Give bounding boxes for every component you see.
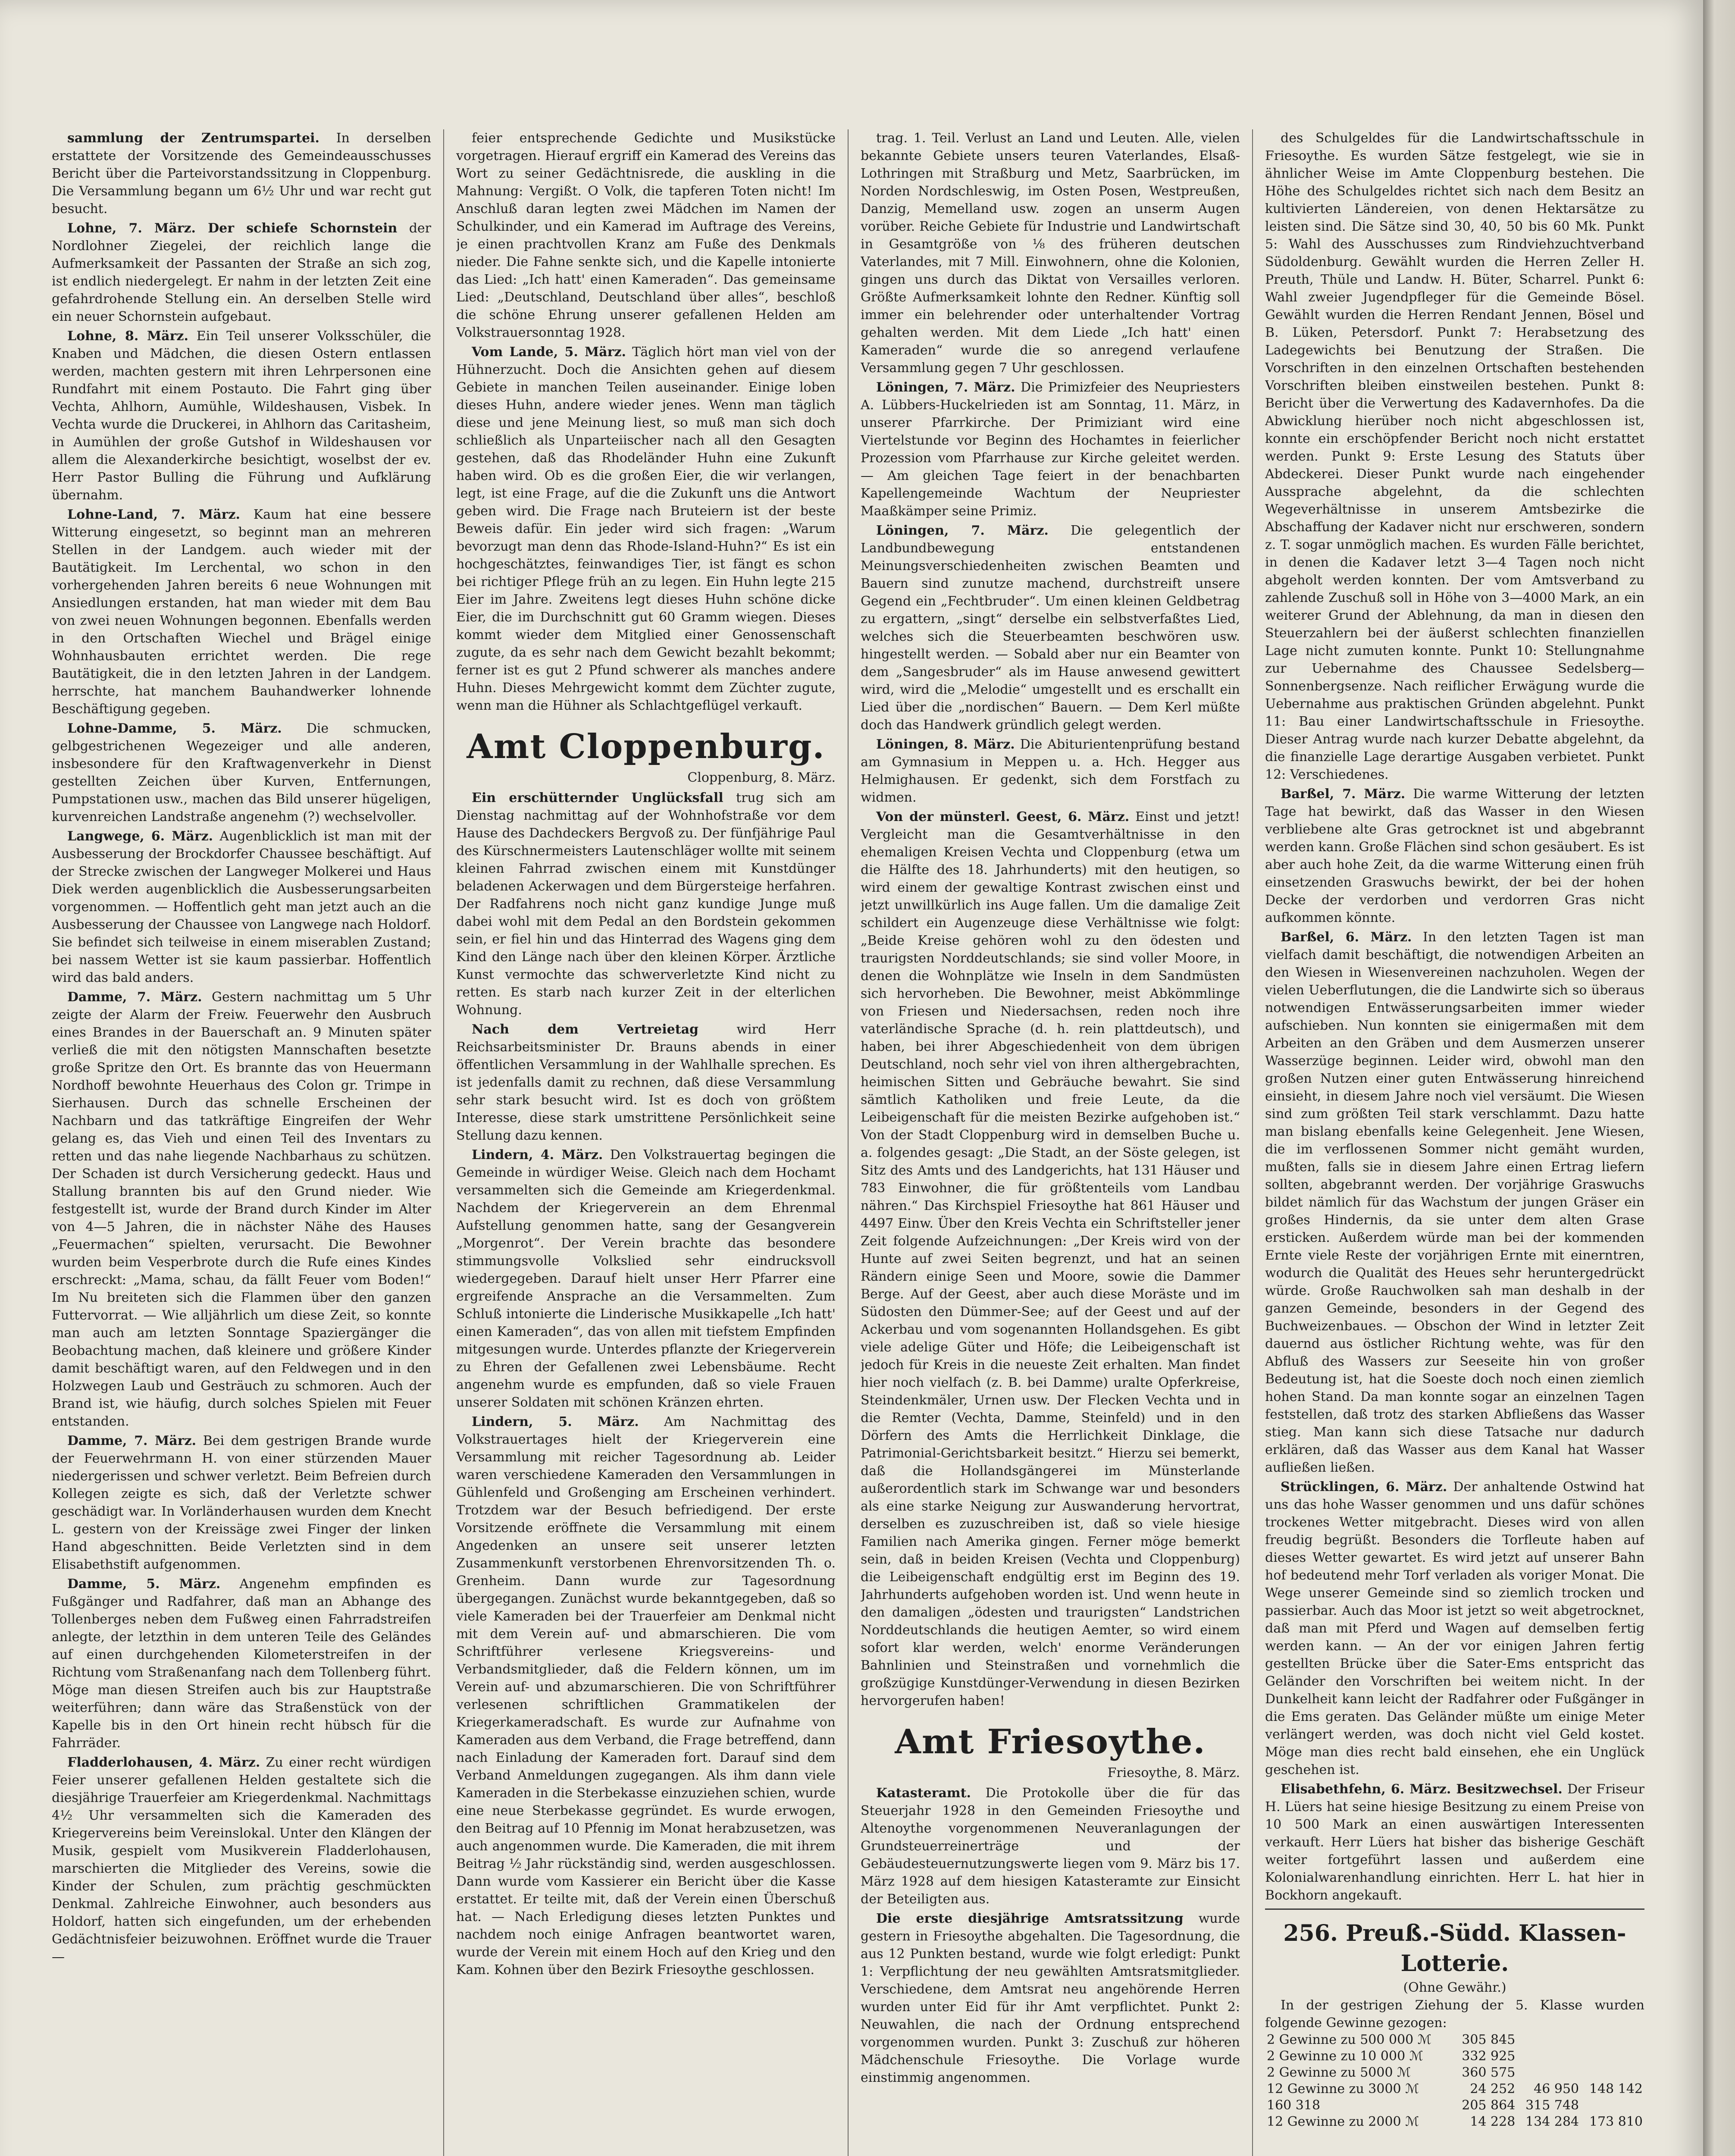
lottery-cell: 14 228	[1470, 2114, 1516, 2129]
news-item	[52, 1575, 431, 1752]
news-item-text: wurde gestern in Friesoythe abgehalten. Die Tagesordnung, die aus 12 Punkten bestand, wurde wie folgt erledigt: Punkt 1: Verpflichtung der neu gewählten Amtsratsmitglieder. Verschiedene, dem Amtsrat neu angehörende Herren wurden unter Eid für ihr Amt verpflichtet. Punkt 2: Neuwahlen, die nach der Ordnung entsprechend vorgenommen wurden. Punkt 3: Zuschuß zur höheren Mädchenschule Friesoythe. Die Vorlage wurde einstimmig angenommen.	[861, 1911, 1240, 2085]
lottery-cell: 148 142	[1589, 2081, 1643, 2096]
lottery-cell: 134 284	[1525, 2114, 1579, 2129]
section-heading: Amt Friesoythe.	[895, 1722, 1206, 1761]
news-item-headline: Langwege, 6. März.	[67, 829, 213, 844]
news-item-headline: Löningen, 7. März.	[876, 523, 1049, 538]
news-item	[456, 343, 836, 714]
news-item-text: Die schmucken, gelbgestrichenen Wegezeiger und alle anderen, insbesondere für den Kraftwagenverkehr in Dienst gestellten Zeichen über Kurven, Entfernungen, Pumpstationen usw., machen das Bild unserer hügeligen, kurvenreichen Landstraße angenehm (?) wechselvoller.	[52, 721, 431, 824]
news-item-text: Augenblicklich ist man mit der Ausbesserung der Brockdorfer Chaussee beschäftigt. Auf der Strecke zwischen der Langweger Molkerei und Haus Diek werden augenblicklich die Ausbesserungsarbeiten vorgenommen. — Hoffentlich geht man jetzt auch an die Ausbesserung der Chaussee von Langwege nach Holdorf. Sie befindet sich teilweise in einem miserablen Zustand; bei nassem Wetter ist sie kaum passierbar. Hoffentlich wird das bald anders.	[52, 829, 431, 985]
news-item	[861, 379, 1240, 520]
news-item	[456, 1021, 836, 1144]
lottery-cell: 205 864	[1462, 2098, 1516, 2113]
lottery-block	[1265, 1918, 1644, 2130]
column-3	[861, 129, 1240, 2156]
news-item	[52, 827, 431, 987]
lottery-row	[1265, 2114, 1644, 2130]
news-item-headline: Fladderlohausen, 4. März.	[67, 1755, 260, 1770]
news-item	[52, 327, 431, 504]
lottery-title: 256. Preuß.-Südd. Klassen-Lotterie.	[1283, 1920, 1626, 1977]
news-item	[861, 522, 1240, 734]
column-1	[52, 129, 431, 2156]
column-divider	[443, 129, 444, 2156]
section-heading: Amt Cloppenburg.	[467, 727, 825, 766]
news-item-headline: Vom Lande, 5. März.	[472, 345, 626, 360]
lottery-cell: 24 252	[1470, 2081, 1516, 2096]
lottery-cell	[1581, 2048, 1644, 2065]
news-item-text: Kaum hat eine bessere Witterung eingesetzt, so beginnt man an mehreren Stellen in der Landgem. auch wieder mit der Bautätigkeit. Im Lerchental, wo schon in den vorhergehenden Jahren bereits 6 neue Wohnungen mit Ansiedlungen erstanden, hat man wieder mit dem Bau von zwei neuen Wohnungen begonnen. Ebenfalls werden in den Ortschaften Wiechel und Brägel einige Wohnhausbauten errichtet werden. Die rege Bautätigkeit, die in den letzten Jahren in der Landgem. herrschte, hat manchem Bauhandwerker lohnende Beschäftigung gegeben.	[52, 507, 431, 717]
column-2	[456, 129, 836, 2156]
news-item-text: Die warme Witterung der letzten Tage hat bewirkt, daß das Wasser in den Wiesen verbliebene alte Gras getrocknet ist und abgebrannt werden kann. Große Flächen sind schon gesäubert. Es ist aber auch hohe Zeit, da die warme Witterung einen früh einsetzenden Graswuchs bewirkt, der bei der hohen Decke der verdorben und verdorren Gras nicht aufkommen könnte.	[1265, 787, 1644, 925]
news-item	[456, 1413, 836, 1979]
news-item	[52, 129, 431, 218]
news-item	[52, 720, 431, 826]
lottery-row	[1265, 2032, 1644, 2048]
news-item-headline: Ein erschütternder Unglücksfall	[472, 790, 723, 805]
news-item-headline: Löningen, 8. März.	[876, 737, 1015, 752]
lottery-cell: 315 748	[1525, 2098, 1579, 2113]
column-divider	[848, 129, 849, 2156]
lottery-cell: 305 845	[1462, 2032, 1516, 2047]
news-item-text: Die Abiturientenprüfung bestand am Gymnasium in Meppen u. a. Hch. Hegger aus Helmighausen. Er gedenkt, sich dem Forstfach zu widmen.	[861, 737, 1240, 805]
lottery-row	[1265, 2081, 1644, 2097]
news-item-headline: Elisabethfehn, 6. März. Besitzwechsel.	[1281, 1782, 1563, 1797]
lottery-intro: In der gestrigen Ziehung der 5. Klasse wurden folgende Gewinne gezogen:	[1265, 1998, 1644, 2031]
lottery-cell: 2 Gewinne zu 5000 ℳ	[1267, 2065, 1411, 2080]
news-item-headline: Von der münsterl. Geest, 6. März.	[876, 809, 1130, 824]
news-item-headline: Lohne, 7. März. Der schiefe Schornstein	[67, 221, 398, 236]
lottery-table	[1265, 2032, 1644, 2130]
news-item	[861, 808, 1240, 1710]
news-item-text: Einst und jetzt! Vergleicht man die Gesamtverhältnisse in den ehemaligen Kreisen Vechta und Cloppenburg (etwa um die Hälfte des 18. Jahrhunderts) mit den heutigen, so wird einem der gewaltige Kontrast zwischen einst und jetzt unwillkürlich ins Auge fallen. Um die damalige Zeit schildert ein Augenzeuge diese Verhältnisse wie folgt: „Beide Kreise gehören wohl zu den ödesten und traurigsten Norddeutschlands; sie sind voller Moore, in denen die Wohnplätze wie Inseln in dem Sandmüsten sich hervorheben. Die Bewohner, meist Abkömmlinge von Friesen und Niedersachsen, reden noch ihre vaterländische Sprache (d. h. rein plattdeutsch), und haben, bei ihrer Abgeschiedenheit von dem übrigen Deutschland, noch sehr viel von ihren althergebrachten, heimischen Sitten und Gebräuche bewahrt. Sie sind sämtlich Katholiken und freie Leute, da die Leibeigenschaft für die meisten Bezirke aufgehoben ist.“ Von der Stadt Cloppenburg wird in demselben Buche u. a. folgendes gesagt: „Die Stadt, an der Söste gelegen, ist Sitz des Amts und des Landgerichts, hat 131 Häuser und 783 Einwohner, die für größtenteils vom Landbau nähren.“ Das Kirchspiel Friesoythe hat 861 Häuser und 4497 Einw. Über den Kreis Vechta ein Schriftsteller jener Zeit folgende Aufzeichnungen: „Der Kreis wird von der Hunte auf zwei Seiten begrenzt, und hat an seinen Rändern einige Seen und Moore, sowie die Dammer Berge. Auf der Geest, aber auch diese Moräste und im Südosten den Dümmer-See; auf der Geest und auf der Ackerbau und vom sogenannten Hollandsgehen. Es gibt viele adelige Güter und Höfe; die Leibeigenschaft ist jedoch für Kreis in die neueste Zeit erhalten. Man findet hier noch vielfach (z. B. bei Damme) uralte Opferkreise, Steindenkmäler, Urnen usw. Der Flecken Vechta und in die Remter (Vechta, Damme, Steinfeld) und in den Dörfern des Amts die Herrlichkeit Dinklage, die Patrimonial-Gerichtsbarkeit besitzt.“ Hierzu sei bemerkt, daß die Hollandsgängerei im Münsterlande außerordentlich stark im Schwange war und besonders als eine starke Neigung zur Auswanderung hervortrat, derselben es zuzuschreiben ist, daß so viele hiesige Familien nach Amerika gingen. Ferner möge bemerkt sein, daß in beiden Kreisen (Vechta und Cloppenburg) die Leibeigenschaft endgültig erst im Beginn des 19. Jahrhunderts aufgehoben worden ist. Und wenn heute in den damaligen „ödesten und traurigsten“ Landstrichen Norddeutschlands die heutigen Aemter, so wird einem sofort klar werden, welch' enorme Veränderungen Bahnlinien und Steinstraßen und vornehmlich die großzügige Kunstdünger-Verwendung in diesen Bezirken hervorgerufen haben!	[861, 809, 1240, 1708]
news-item	[861, 736, 1240, 806]
news-item	[456, 1146, 836, 1411]
news-item	[861, 1910, 1240, 2087]
separator-line	[1265, 1908, 1644, 1910]
lottery-cell: 2 Gewinne zu 10 000 ℳ	[1267, 2049, 1423, 2064]
news-item-text: Ein Teil unserer Volksschüler, die Knaben und Mädchen, die diesen Ostern entlassen werden, machten gestern mit ihren Lehrpersonen eine Rundfahrt mit einem Postauto. Die Fahrt ging über Vechta, Ahlhorn, Aumühle, Wildeshausen, Visbek. In Vechta wurde die Druckerei, in Ahlhorn das Caritasheim, in Aumühlen der große Gutshof in Wildeshausen vor allem die Alexanderkirche besichtigt, woselbst der ev. Herr Pastor Bulling die Führung und Aufklärung übernahm.	[52, 329, 431, 503]
news-item-headline: Barßel, 6. März.	[1281, 930, 1412, 945]
section-dateline: Cloppenburg, 8. März.	[687, 770, 836, 785]
news-item	[1265, 1478, 1644, 1779]
lottery-row	[1265, 2097, 1644, 2114]
news-item-text: Den Volkstrauertag begingen die Gemeinde in würdiger Weise. Gleich nach dem Hochamt versammelten sich die Gemeinde am Kriegerdenkmal. Nachdem der Kriegerverein an dem Ehrenmal Aufstellung genommen hatte, sang der Gesangverein „Morgenrot“. Der Verein brachte das besondere stimmungsvolle Volkslied sehr eindrucksvoll wiedergegeben. Darauf hielt unser Herr Pfarrer eine ergreifende Ansprache an die Versammelten. Zum Schluß intonierte die Linderische Musikkapelle „Ich hatt' einen Kameraden“, das von allen mit tiefstem Empfinden mitgesungen wurde. Unterdes pflanzte der Kriegerverein zu Ehren der Gefallenen zwei Lebensbäume. Recht angenehm wurde es empfunden, daß so viele Frauen unserer Soldaten mit schönen Kränzen ehrten.	[456, 1147, 836, 1410]
news-item-text: In den letzten Tagen ist man vielfach damit beschäftigt, die notwendigen Arbeiten an den Wiesen in Wiesenvereinen nachzuholen. Wegen der vielen Ueberflutungen, die die Landwirte sich so überaus notwendigen Entwässerungsarbeiten immer wieder aufschieben. Nun konnten sie einigermaßen mit dem Arbeiten an den Gräben und dem Ausmerzen unserer Wasserzüge beginnen. Leider wird, obwohl man den großen Nutzen einer guten Entwässerung hinreichend einsieht, in diesem Jahre noch viel versäumt. Die Wiesen sind zum größten Teil stark verschlammt. Dazu hatte man bislang ebenfalls keine Gelegenheit. Jene Wiesen, die im verflossenen Sommer nicht gemäht wurden, mußten, falls sie in diesem Jahre einen Ertrag liefern sollten, abgebrannt werden. Der vorjährige Graswuchs bildet nämlich für das Wachstum der jungen Gräser ein großes Hindernis, da sie unter dem alten Grase ersticken. Außerdem würde man bei der kommenden Ernte viele Reste der vorjährigen Ernte mit einerntren, wodurch die Qualität des Heues sehr heruntergedrückt würde. Große Rauchwolken sah man deshalb in der ganzen Gemeinde, besonders in der Gegend des Buchweizenbaues. — Obschon der Wind in letzter Zeit dauernd aus östlicher Richtung wehte, was für den Abfluß des Wassers zur Seeseite hin von großer Bedeutung ist, hat die Soeste doch noch einen ziemlich hohen Stand. Da man konnte sogar an einzelnen Tagen feststellen, daß trotz des starken Abfließens das Wasser stieg. Man kann sich diese Tatsache nur dadurch erklären, daß das Wasser aus dem Kanal hat Wasser aufließen ließen.	[1265, 930, 1644, 1475]
news-item-headline: Nach dem Vertreietag	[472, 1022, 699, 1037]
news-item-headline: Katasteramt.	[876, 1786, 971, 1801]
news-item-text: Zu einer recht würdigen Feier unserer gefallenen Helden gestaltete sich die diesjährige Trauerfeier am Kriegerdenkmal. Nachmittags 4½ Uhr versammelten sich die Kameraden des Kriegervereins beim Vereinslokal. Unter den Klängen der Musik, gespielt vom Musikverein Fladderlohausen, marschierten die Mitglieder des Vereins, sowie die Kinder der Schulen, zum prächtig geschmückten Denkmal. Zahlreiche Einwohner, auch besonders aus Holdorf, hatten sich eingefunden, um der erhebenden Gedächtnisfeier beizuwohnen. Eröffnet wurde die Trauer—	[52, 1755, 431, 1965]
news-item-text: Täglich hört man viel von der Hühnerzucht. Doch die Ansichten gehen auf diesem Gebiete in manchen Teilen auseinander. Einige loben dieses Huhn, andere wieder jenes. Wenn man täglich diese und jene Meinung liest, so muß man sich doch schließlich als Unparteiischer nach all den Gesagten gestehen, daß das Rhodeländer Huhn eine Zukunft haben wird. Ob es die großen Eier, die wir verlangen, legt, ist eine Frage, auf die die Zukunft uns die Antwort geben wird. Die Frage nach Bruteiern ist der beste Beweis dafür. Ein jeder wird sich fragen: „Warum bevorzugt man denn das Rhode-Island-Huhn?“ Es ist ein hochgeschätztes, feinwandiges Tier, ist fängt es schon bei richtiger Pflege früh an zu legen. Ein Huhn legte 215 Eier im Jahre. Zweitens legt dieses Huhn schöne dicke Eier, die im Durchschnitt gut 60 Gramm wiegen. Dieses kommt wieder dem Mitglied einer Genossenschaft zugute, da es sehr nach dem Gewicht bezahlt bekommt; ferner ist es gut 2 Pfund schwerer als manches andere Huhn. Dieses Mehrgewicht kommt dem Züchter zugute, wenn man die Hühner als Schlachtgeflügel verkauft.	[456, 345, 836, 713]
news-item	[52, 1432, 431, 1573]
page-edge	[1703, 0, 1735, 2156]
news-item-headline: Die erste diesjährige Amtsratssitzung	[876, 1911, 1184, 1926]
news-item-headline: Damme, 5. März.	[67, 1576, 221, 1592]
news-item-text: trug sich am Dienstag nachmittag auf der Wohnhofstraße vor dem Hause des Dachdeckers Bergvoß zu. Der fünfjährige Paul des Kürschnermeisters Lautenschläger wollte mit seinem kleinen Fahrrad zwischen einem mit Kunstdünger beladenen Ackerwagen und dem Bürgersteige herfahren. Der Radfahrens noch nicht ganz kundige Junge muß dabei wohl mit dem Pedal an den Bordstein gekommen sein, er fiel hin und das Hinterrad des Wagens ging dem Kind den Länge nach über den kleinen Körper. Ärztliche Kunst vermochte das schwerverletzte Kind nicht zu retten. Es starb nach kurzer Zeit in der elterlichen Wohnung.	[456, 790, 836, 1018]
news-item-text: Gestern nachmittag um 5 Uhr zeigte der Alarm der Freiw. Feuerwehr den Ausbruch eines Brandes in der Bauerschaft an. 9 Minuten später verließ die mit den nötigsten Mannschaften besetzte große Spritze den Ort. Es brannte das von Heuermann Nordhoff bewohnte Heuerhaus des Colon gr. Trimpe in Sierhausen. Durch das schnelle Erscheinen der Nachbarn und das tatkräftige Eingreifen der Wehr gelang es, das Vieh und einen Teil des Inventars zu retten und das nahe liegende Nachbarhaus zu schützen. Der Schaden ist durch Versicherung gedeckt. Haus und Stallung brannten bis auf den Grund nieder. Wie festgestellt ist, wurde der Brand durch Kinder im Alter von 4—5 Jahren, die in nächster Nähe des Hauses „Feuermachen“ spielten, verursacht. Die Bewohner wurden beim Vesperbrote durch die Rufe eines Kindes erschreckt: „Mama, schau, da fällt Feuer vom Boden!“ Im Nu breiteten sich die Flammen über den ganzen Futtervorrat. — Wie alljährlich um diese Zeit, so konnte man auch am letzten Sonntage Spaziergänger die Beobachtung machen, daß kleinere und größere Kinder damit beschäftigt waren, auf den Feldwegen und in den Holzwegen Laub und Gesträuch zu schmoren. Auch der Brand ist, wie häufig, durch solches Spielen mit Feuer entstanden.	[52, 990, 431, 1429]
news-item-text: Am Nachmittag des Volkstrauertages hielt der Kriegerverein eine Versammlung mit reicher Tagesordnung ab. Leider waren verschiedene Kameraden den Versammlungen in Gühlenfeld und Großenging am Erscheinen verhindert. Trotzdem war der Besuch befriedigend. Der erste Vorsitzende eröffnete die Versammlung mit einem Angedenken an unsere seit unserer letzten Zusammenkunft verstorbenen Ehrenvorsitzenden Th. o. Grenheim. Dann wurde zur Tagesordnung übergegangen. Zunächst wurde bekanntgegeben, daß so viele Kameraden bei der Trauerfeier am Denkmal nicht mit dem Verein auf- und abmarschieren. Die vom Schriftführer verlesene Kriegsvereins- und Verbandsmitglieder, daß die Feldern können, um im Verein auf- und abzumarschieren. Die von Schriftführer verlesenen schriftlichen Grammatikelen der Kriegerkameradschaft. Es wurde zur Aufnahme von Kameraden aus dem Verband, die Frage betreffend, dann nach Einladung der Kameraden fort. Darauf sind dem Verband Anmeldungen zugegangen. Als ihm dann viele Kameraden in die Sterbekasse einzuziehen schien, wurde eine neue Sterbekasse gegründet. Es wurde erwogen, den Beitrag auf 10 Pfennig im Monat herabzusetzen, was auch angenommen wurde. Die Kameraden, die mit ihrem Beitrag ½ Jahr rückständig sind, werden ausgeschlossen. Dann wurde vom Kassierer ein Bericht über die Kasse erstattet. Er teilte mit, daß der Verein einen Überschuß hat. — Nach Erledigung dieses letzten Punktes und nachdem noch einige Anfragen beantwortet waren, wurde der Verein mit einem Hoch auf den Krieg und den Kam. Kohnen über den Bezirk Friesoythe geschlossen.	[456, 1414, 836, 1977]
news-item-text: Die gelegentlich der Landbundbewegung entstandenen Meinungsverschiedenheiten zwischen Beamten und Bauern sind zunutze machend, durchstreift unsere Gegend ein „Fechtbruder“. Um einen kleinen Geldbetrag zu ergattern, „singt“ derselbe ein selbstverfaßtes Lied, welches sich die Steuerbeamten beschwören usw. hingestellt werden. — Sobald aber nur ein Beamter von dem „Sangesbruder“ als im Hause anwesend gewittert wird, wird die „Melodie“ umgestellt und es erschallt ein Lied über die „nordischen“ Bauern. — Dem Kerl müßte doch das Handwerk gründlich gelegt werden.	[861, 523, 1240, 733]
lottery-cell: 173 810	[1589, 2114, 1643, 2129]
lottery-cell	[1581, 2065, 1644, 2081]
news-item-headline: Damme, 7. März.	[67, 990, 202, 1005]
lottery-cell: 2 Gewinne zu 500 000 ℳ	[1267, 2032, 1431, 2047]
section-dateline: Friesoythe, 8. März.	[1107, 1765, 1240, 1780]
news-item	[456, 129, 836, 342]
lottery-subtitle: (Ohne Gewähr.)	[1403, 1980, 1506, 1995]
news-item	[456, 789, 836, 1019]
news-item-headline: Strücklingen, 6. März.	[1281, 1479, 1447, 1495]
news-item	[1265, 1780, 1644, 1904]
news-item-text: Die Primizfeier des Neupriesters A. Lübbers-Huckelrieden ist am Sonntag, 11. März, in unserer Pfarrkirche. Der Primiziant wird eine Viertelstunde vor Beginn des Hochamtes in feierlicher Prozession vom Pfarrhause zur Kirche geleitet werden. — Am gleichen Tage feiert in der benachbarten Kapellengemeinde Wachtum der Neupriester Maaßkämper seine Primiz.	[861, 380, 1240, 519]
column-4	[1265, 129, 1644, 2156]
news-item-text: wird Herr Reichsarbeitsminister Dr. Brauns abends in einer öffentlichen Versammlung in der Wahlhalle sprechen. Es ist jedenfalls damit zu rechnen, daß diese Versammlung sehr stark besucht wird. Ist es doch von größtem Interesse, diese stark umstrittene Persönlichkeit seine Stellung dazu kennen.	[456, 1022, 836, 1143]
news-item	[52, 988, 431, 1430]
news-item	[52, 219, 431, 326]
news-item-text: trag. 1. Teil. Verlust an Land und Leuten. Alle, vielen bekannte Gebiete unsers teuren Vaterlandes, Elsaß-Lothringen mit Straßburg und Metz, Saarbrücken, im Norden Nordschleswig, im Osten Posen, Westpreußen, Danzig, Memelland usw. zogen an unserm Augen vorüber. Reiche Gebiete für Industrie und Landwirtschaft in Gesamtgröße von ⅛ des früheren deutschen Vaterlandes, mit 7 Mill. Einwohnern, ohne die Kolonien, gingen uns durch das Diktat von Versailles verloren. Größte Aufmerksamkeit lohnte den Redner. Künftig soll immer ein belehrender oder unterhaltender Vortrag gehalten werden. Mit dem Liede „Ich hatt' einen Kameraden“ wurde die so anregend verlaufene Versammlung gegen 7 Uhr geschlossen.	[861, 131, 1240, 376]
column-4-articles	[1265, 129, 1644, 1904]
lottery-cell: 12 Gewinne zu 2000 ℳ	[1267, 2114, 1419, 2129]
news-item	[52, 1754, 431, 1966]
lottery-cell: 360 575	[1462, 2065, 1516, 2080]
news-item	[52, 506, 431, 718]
news-item-headline: Barßel, 7. März.	[1281, 787, 1406, 802]
lottery-cell: 160 318	[1267, 2098, 1321, 2113]
news-item-text: der Nordlohner Ziegelei, der reichlich lange die Aufmerksamkeit der Passanten der Straße an sich zog, ist endlich niedergelegt. Er nahm in der letzten Zeit eine gefahrdrohende Stellung ein. An derselben Stelle wird ein neuer Schornstein aufgebaut.	[52, 221, 431, 324]
lottery-cell	[1581, 2097, 1644, 2114]
news-item	[1265, 928, 1644, 1476]
news-item	[1265, 785, 1644, 927]
lottery-cell	[1581, 2032, 1644, 2048]
news-item-headline: sammlung der Zentrumspartei.	[67, 131, 319, 146]
news-item-text: des Schulgeldes für die Landwirtschaftsschule in Friesoythe. Es wurden Sätze festgelegt, wie sie in ähnlicher Weise im Amte Cloppenburg bestehen. Die Höhe des Schulgeldes richtet sich nach dem Besitz an kultivierten Ländereien, von denen Hektarsätze zu leisten sind. Die Sätze sind 30, 40, 50 bis 60 Mk. Punkt 5: Wahl des Ausschusses zum Rindviehzuchtverband Südoldenburg. Gewählt wurden die Herren Zeller H. Preuth, Thüle und Landw. H. Büter, Scharrel. Punkt 6: Wahl zweier Jugendpfleger für die Gemeinde Bösel. Gewählt wurden die Herren Rendant Jennen, Bösel und B. Lüken, Petersdorf. Punkt 7: Herabsetzung des Ladegewichts bei Benutzung der Straßen. Die Vorschriften in den einzelnen Ortschaften bestehenden Vorschriften bleiben einstweilen bestehen. Punkt 8: Bericht über die Verwertung des Kadavernhofes. Da die Abwicklung hierüber noch nicht abgeschlossen ist, konnte ein erschöpfender Bericht noch nicht erstattet werden. Punkt 9: Erste Lesung des Statuts über Abdeckerei. Dieser Punkt wurde nach eingehender Aussprache abgelehnt, da die schlechten Wegeverhältnisse in unserem Amtsbezirke die Abschaffung der Kadaver nicht nur erschweren, sondern z. T. sogar unmöglich machen. Es wurden Fälle berichtet, in denen die Kadaver letzt 3—4 Tagen noch nicht abgeholt werden konnten. Der vom Amtsverband zu zahlende Zuschuß soll in Höhe von 3—4000 Mark, an ein weiterer Grund der Ablehnung, da man in diesen den Steuerzahlern bei der äußerst schlechten finanziellen Lage nicht zumuten konnte. Punkt 10: Stellungnahme zur Uebernahme des Chaussee Sedelsberg—Sonnenbergsenze. Nach reiflicher Erwägung wurde die Uebernahme aus praktischen Gründen abgelehnt. Punkt 11: Bau einer Landwirtschaftsschule in Friesoythe. Dieser Antrag wurde nach kurzer Debatte abgelehnt, da die finanzielle Lage derartige Ausgaben verbietet. Punkt 12: Verschiedenes.	[1265, 131, 1644, 782]
lottery-cell	[1517, 2065, 1581, 2081]
news-item	[1265, 129, 1644, 783]
news-item-text: Der Friseur H. Lüers hat seine hiesige Besitzung zu einem Preise von 10 500 Mark an einen auswärtigen Interessenten verkauft. Herr Lüers hat bisher das bisherige Geschäft weiter fortgeführt lassen und außerdem eine Kolonialwarenhandlung einrichten. Herr L. hat hier in Bockhorn angekauft.	[1265, 1782, 1644, 1903]
lottery-row	[1265, 2065, 1644, 2081]
lottery-cell	[1517, 2032, 1581, 2048]
news-item-headline: Lindern, 4. März.	[472, 1147, 603, 1163]
news-item-headline: Lohne-Damme, 5. März.	[67, 721, 282, 736]
news-item-headline: Lohne-Land, 7. März.	[67, 507, 240, 522]
lottery-row	[1265, 2048, 1644, 2065]
news-item-text: Bei dem gestrigen Brande wurde der Feuerwehrmann H. von einer stürzenden Mauer niedergerissen und schwer verletzt. Beim Befreien durch Kollegen zeigte es sich, daß der Verletzte schwer geschädigt war. In Vorländerhausen wurden dem Knecht L. gestern von der Kreissäge zwei Finger der linken Hand abgeschnitten. Beide Verletzten sind in dem Elisabethstift aufgenommen.	[52, 1433, 431, 1572]
lottery-cell: 46 950	[1534, 2081, 1579, 2096]
news-item-headline: Lohne, 8. März.	[67, 329, 188, 344]
news-item-headline: Lindern, 5. März.	[472, 1414, 639, 1429]
news-item	[861, 1784, 1240, 1908]
lottery-cell	[1517, 2048, 1581, 2065]
news-item-text: feier entsprechende Gedichte und Musikstücke vorgetragen. Hierauf ergriff ein Kamerad des Vereins das Wort zu seiner Gedächtnisrede, die auskling in die Mahnung: Vergißt. O Volk, die tapferen Toten nicht! Im Anschluß daran legten zwei Mädchen im Namen der Schulkinder, und ein Kamerad im Auftrage des Vereins, je einen prachtvollen Kranz am Fuße des Denkmals nieder. Die Fahne senkte sich, und die Kapelle intonierte das Lied: „Ich hatt' einen Kameraden“. Das gemeinsame Lied: „Deutschland, Deutschland über alles“, beschloß die schöne Ehrung unserer gefallenen Helden am Volkstrauersonntag 1928.	[456, 131, 836, 340]
news-item-headline: Löningen, 7. März.	[876, 380, 1015, 395]
news-item-text: Angenehm empfinden es Fußgänger und Radfahrer, daß man an Abhange des Tollenberges neben dem Fußweg einen Fahrradstreifen anlegte, der letzthin in dem unteren Teile des Geländes auf einen durchgehenden Kilometerstreifen in der Richtung vom Straßenanfang nach dem Tollenberg führt. Möge man diesen Streifen auch bis zur Hauptstraße weiterführen; dann wäre das Straßenstück von der Kapelle bis in den Ort hinein recht hübsch für die Fahrräder.	[52, 1576, 431, 1751]
lottery-cell: 332 925	[1462, 2049, 1516, 2064]
column-divider	[1252, 129, 1253, 2156]
news-item-text: In derselben erstattete der Vorsitzende des Gemeindeausschusses Bericht über die Parteivorstandssitzung in Cloppenburg. Die Versammlung begann um 6½ Uhr und war recht gut besucht.	[52, 131, 431, 216]
news-item-headline: Damme, 7. März.	[67, 1433, 197, 1448]
lottery-cell: 12 Gewinne zu 3000 ℳ	[1267, 2081, 1419, 2096]
news-item-text: Die Protokolle über die für das Steuerjahr 1928 in den Gemeinden Friesoythe und Altenoythe vorgenommenen Neuveranlagungen der Grundsteuerreinerträge und der Gebäudesteuernutzungswerte liegen vom 9. März bis 17. März 1928 auf dem hiesigen Katasteramte zur Einsicht der Beteiligten aus.	[861, 1786, 1240, 1907]
news-item-text: Der anhaltende Ostwind hat uns das hohe Wasser genommen und uns dafür schönes trockenes Wetter mitgebracht. Dieses wird von allen freudig begrüßt. Besonders die Torfleute haben auf dieses Wetter gewartet. Es wird jetzt auf unserer Bahn hof bedeutend mehr Torf verladen als voriger Monat. Die Wege unserer Gemeinde sind so ziemlich trocken und passierbar. Auch das Moor ist jetzt so weit abgetrocknet, daß man mit Pferd und Wagen auf demselben fertig werden kann. — An der vor einigen Jahren fertig gestellten Brücke über die Sater-Ems entspricht das Geländer den Vorschriften bei weitem nicht. In der Dunkelheit kann leicht der Radfahrer oder Fußgänger in die Ems geraten. Das Geländer müßte um einige Meter verlängert werden, was doch nicht viel Geld kostet. Möge man dies recht bald einsehen, ehe ein Unglück geschehen ist.	[1265, 1479, 1644, 1777]
news-item	[861, 129, 1240, 377]
